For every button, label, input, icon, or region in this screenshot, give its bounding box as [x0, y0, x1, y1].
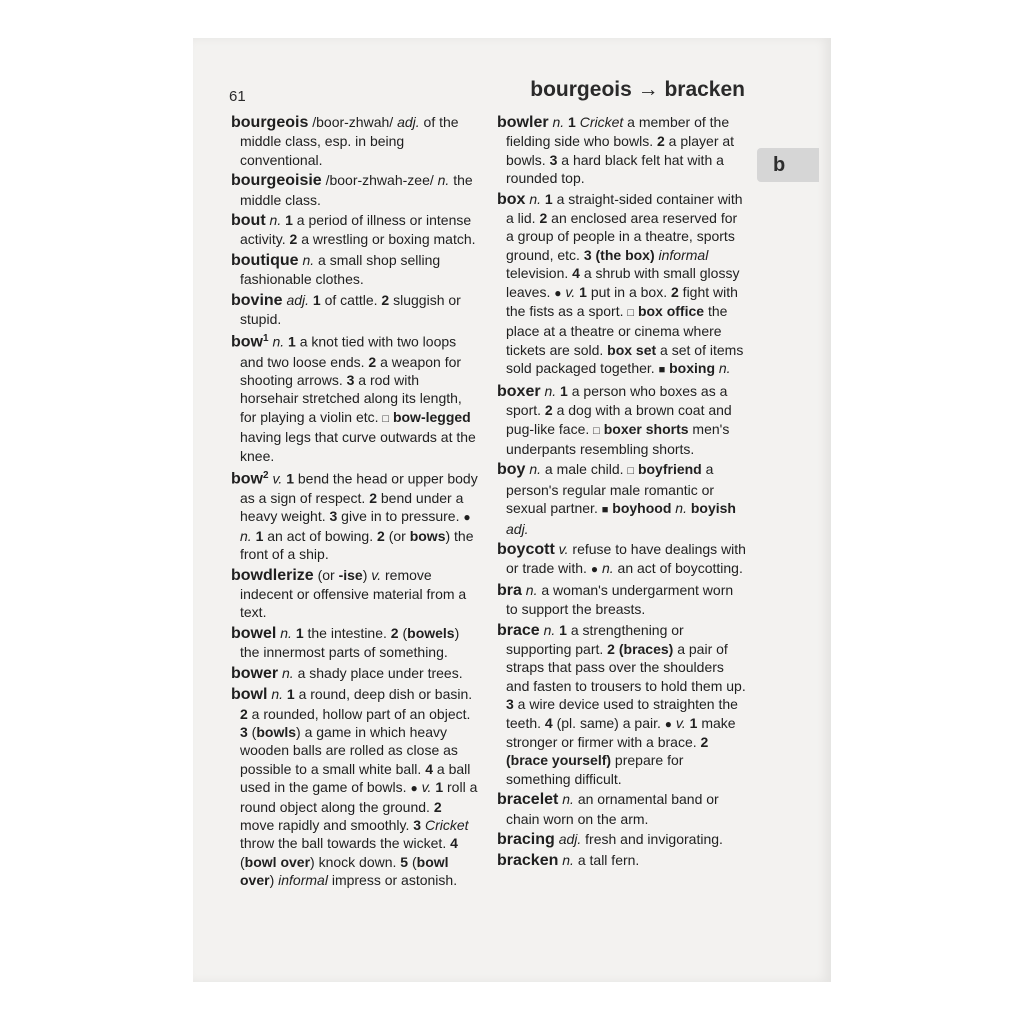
- entry-text: 1: [689, 714, 698, 731]
- dictionary-entry: [231, 291, 479, 329]
- entry-text: television.: [506, 265, 573, 282]
- entry-text: a shrub with small glossy leaves.: [506, 265, 740, 300]
- entry-text: a set of items sold packaged together.: [506, 341, 744, 377]
- headword: bout: [231, 212, 266, 230]
- entry-text: 1: [559, 621, 567, 638]
- entry-text: n.: [529, 461, 542, 478]
- left-column: [231, 113, 479, 892]
- entry-text: Cricket: [579, 114, 624, 130]
- entry-text: 3: [583, 246, 592, 263]
- entry-text: a period of illness or intense activity.: [240, 212, 472, 248]
- entry-text: 2: [700, 734, 709, 750]
- entry-text: 1: [560, 382, 568, 399]
- entry-text: n.: [543, 621, 556, 638]
- entry-text: 2: [433, 798, 442, 815]
- dictionary-entry: [497, 460, 747, 538]
- entry-text: adj.: [558, 831, 582, 848]
- entry-text: bow-legged: [392, 408, 471, 425]
- entry-text: bowls: [256, 723, 297, 740]
- dictionary-entry: [497, 790, 747, 828]
- entry-text: 2: [390, 624, 399, 641]
- entry-text: a male child.: [541, 461, 628, 478]
- dictionary-entry: [497, 621, 747, 789]
- entry-text: 1: [286, 686, 295, 703]
- entry-text: boyfriend: [637, 461, 702, 478]
- entry-text: n.: [271, 686, 284, 703]
- entry-text: 1: [544, 190, 553, 207]
- dictionary-entry: [497, 540, 747, 579]
- entry-text: adj.: [397, 114, 420, 130]
- entry-text: put in a box.: [586, 283, 671, 300]
- entry-text: (pl. same) a pair.: [552, 714, 665, 731]
- entry-text: n.: [280, 624, 292, 641]
- entry-text: fight with the fists as a sport.: [506, 283, 738, 320]
- entry-text: bowl over: [240, 853, 449, 889]
- entry-text: refuse to have dealings with or trade with.: [506, 540, 746, 577]
- entry-text: box office: [637, 303, 705, 320]
- entry-text: n.: [718, 360, 731, 377]
- entry-text: (: [408, 853, 417, 870]
- headword: bourgeoisie: [231, 172, 322, 190]
- entry-text: v.: [272, 470, 283, 487]
- headword: brace: [497, 621, 540, 639]
- square-marker-icon: □: [593, 424, 600, 437]
- entry-text: a person's regular male romantic or sexual partner.: [506, 461, 715, 517]
- entry-text: bend under a heavy weight.: [240, 490, 464, 525]
- entry-text: informal: [658, 246, 709, 263]
- entry-text: n.: [562, 852, 574, 869]
- entry-text: n.: [601, 560, 614, 577]
- dictionary-entry: [231, 113, 479, 169]
- dictionary-entry: [231, 685, 479, 889]
- entry-text: v.: [558, 540, 569, 557]
- entry-text: -ise: [338, 566, 363, 583]
- entry-text: v.: [675, 714, 686, 731]
- dictionary-entry: [231, 171, 479, 209]
- dictionary-entry: [231, 330, 479, 465]
- entry-text: v.: [565, 283, 576, 300]
- entry-text: ): [362, 566, 372, 583]
- entry-text: n.: [562, 791, 574, 808]
- entry-text: move rapidly and smoothly.: [240, 816, 414, 833]
- dictionary-entry: [231, 566, 479, 622]
- entry-text: 1: [579, 283, 587, 300]
- entry-text: a strengthening or supporting part.: [506, 621, 684, 657]
- entry-text: 1: [286, 470, 294, 487]
- headword: boxer: [497, 382, 541, 400]
- dictionary-entry: [497, 830, 747, 849]
- entry-text: a wire device used to straighten the teeth.: [506, 696, 738, 731]
- headword: box: [497, 190, 526, 208]
- entry-text: 2: [544, 402, 553, 419]
- entry-text: ): [269, 872, 279, 889]
- entry-text: n.: [544, 382, 557, 399]
- entry-text: 5: [400, 853, 409, 870]
- entry-text: a woman's undergarment worn to support the breasts.: [506, 581, 734, 618]
- entry-text: bows: [409, 527, 446, 544]
- running-head: bourgeois → bracken: [530, 78, 745, 101]
- entry-text: 3: [346, 371, 355, 388]
- headword: bow: [231, 334, 263, 352]
- dictionary-entry: [231, 251, 479, 289]
- entry-text: prepare for something difficult.: [506, 752, 684, 787]
- entry-text: /boor-zhwah/: [308, 114, 398, 130]
- entry-text: 2: [289, 231, 298, 248]
- entry-text: Cricket: [424, 816, 469, 833]
- entry-text: bend the head or upper body as a sign of respect.: [240, 470, 478, 507]
- entry-text: n.: [525, 581, 538, 598]
- entry-text: 2: [263, 469, 269, 481]
- thumb-index-tab: b: [757, 148, 819, 182]
- entry-text: ) the innermost parts of something.: [240, 624, 460, 661]
- entry-text: 3: [549, 151, 558, 168]
- headword: bowler: [497, 114, 549, 131]
- entry-text: 3: [413, 816, 422, 833]
- headword: bowl: [231, 686, 268, 704]
- entry-text: ) knock down.: [310, 853, 401, 870]
- entry-text: make stronger or firmer with a brace.: [506, 714, 736, 750]
- entry-text: 2: [369, 490, 377, 507]
- entry-text: (: [398, 624, 408, 641]
- entry-text: 2: [656, 133, 665, 150]
- entry-text: a round, deep dish or basin.: [294, 686, 473, 703]
- dictionary-entry: [497, 382, 747, 459]
- entry-text: a rod with horsehair stretched along its length, for playing a violin etc.: [240, 371, 462, 425]
- entry-text: sluggish or stupid.: [240, 291, 461, 328]
- dictionary-entry: [497, 581, 747, 619]
- bullet-icon: ●: [554, 285, 562, 300]
- entry-text: an act of boycotting.: [613, 560, 743, 577]
- entry-text: 1: [285, 212, 293, 229]
- entry-text: ) the front of a ship.: [240, 527, 474, 563]
- entry-text: a small shop selling fashionable clothes.: [240, 251, 441, 288]
- entry-text: a straight-sided container with a lid.: [506, 190, 743, 227]
- headword: bra: [497, 581, 522, 599]
- entry-text: remove indecent or offensive material from a text.: [240, 566, 467, 621]
- entry-text: a rounded, hollow part of an object.: [247, 705, 471, 722]
- entry-text: bowels: [407, 624, 455, 641]
- entry-text: n.: [272, 334, 285, 351]
- bullet-icon: ●: [463, 510, 471, 525]
- entry-text: a knot tied with two loops and two loose ends.: [240, 334, 457, 370]
- entry-text: a pair of straps that pass over the shoulders and fasten to trousers to hold them up.: [506, 640, 746, 694]
- entry-text: 1: [263, 333, 269, 345]
- entry-text: 3: [329, 508, 338, 525]
- entry-text: of the middle class, esp. in being conventional.: [240, 114, 459, 168]
- entry-text: n.: [437, 172, 450, 189]
- entry-text: 3: [240, 723, 248, 740]
- entry-text: box set: [607, 341, 657, 358]
- entry-text: 1: [295, 624, 304, 641]
- entry-text: n.: [302, 251, 315, 268]
- headword: bracelet: [497, 791, 559, 809]
- entry-text: 1: [288, 334, 296, 351]
- headword: boy: [497, 461, 526, 479]
- entry-text: 1: [255, 527, 264, 544]
- headword: bowel: [231, 624, 277, 642]
- entry-text: n.: [552, 114, 565, 130]
- headword: boycott: [497, 540, 555, 558]
- entry-text: 2: [607, 640, 615, 657]
- headword: bracken: [497, 852, 559, 870]
- entry-text: give in to pressure.: [337, 508, 464, 525]
- entry-text: v.: [421, 779, 432, 796]
- entry-text: 2: [368, 353, 377, 370]
- entry-text: 1: [312, 291, 321, 308]
- entry-text: 4: [544, 714, 553, 731]
- square-marker-icon: □: [627, 307, 635, 320]
- entry-text: impress or astonish.: [327, 872, 458, 889]
- entry-text: (the box): [595, 246, 655, 263]
- entry-text: an ornamental band or chain worn on the arm.: [506, 791, 719, 827]
- entry-text: n.: [675, 500, 687, 517]
- entry-text: 2: [671, 283, 679, 300]
- entry-text: an act of bowing.: [263, 527, 378, 544]
- entry-text: men's underpants resembling shorts.: [506, 420, 730, 457]
- entry-text: throw the ball towards the wicket.: [240, 835, 451, 852]
- entry-text: fresh and invigorating.: [581, 831, 723, 848]
- headword: bower: [231, 664, 279, 682]
- entry-text: 4: [425, 760, 433, 777]
- entry-text: (or: [384, 527, 410, 544]
- dictionary-entry: [497, 190, 747, 380]
- bullet-icon: ●: [664, 716, 673, 731]
- dictionary-page: [193, 38, 831, 982]
- entry-text: 2: [381, 291, 390, 308]
- entry-text: (or: [313, 566, 339, 583]
- entry-text: boxing: [669, 360, 715, 377]
- entry-text: a tall fern.: [573, 852, 640, 869]
- entry-text: ) a game in which heavy wooden balls are rolled as close as possible to a small white ball.: [240, 723, 458, 777]
- bullet-icon: ●: [590, 562, 599, 577]
- entry-text: the place at a theatre or cinema where tickets are sold.: [506, 303, 728, 358]
- entry-text: boxer shorts: [603, 420, 689, 437]
- dictionary-entry: [497, 113, 747, 188]
- entry-text: n.: [240, 527, 252, 544]
- entry-text: a ball used in the game of bowls.: [240, 760, 471, 796]
- entry-text: n.: [269, 212, 282, 229]
- entry-text: a dog with a brown coat and pug-like face.: [506, 402, 732, 437]
- square-marker-icon: ■: [601, 504, 609, 517]
- entry-text: boyish: [690, 500, 736, 517]
- entry-text: boyhood: [612, 500, 672, 517]
- entry-text: adj.: [286, 291, 310, 308]
- headword: bowdlerize: [231, 566, 314, 584]
- entry-text: informal: [278, 872, 328, 889]
- entry-text: (: [240, 853, 245, 870]
- page-number: 61: [229, 88, 246, 105]
- right-column: [497, 113, 747, 873]
- entry-text: (: [247, 723, 257, 740]
- bullet-icon: ●: [410, 781, 418, 796]
- entry-text: a wrestling or boxing match.: [297, 231, 476, 248]
- entry-text: n.: [529, 190, 542, 207]
- entry-text: a shady place under trees.: [293, 664, 463, 681]
- headword: boutique: [231, 251, 299, 269]
- entry-text: a weapon for shooting arrows.: [240, 353, 462, 388]
- headword: bow: [231, 470, 263, 488]
- entry-text: 4: [572, 265, 580, 282]
- entry-text: n.: [282, 664, 294, 681]
- entry-text: the intestine.: [303, 624, 391, 641]
- headword: bovine: [231, 291, 283, 309]
- headword: bourgeois: [231, 114, 309, 131]
- entry-text: roll a round object along the ground.: [240, 779, 478, 815]
- dictionary-entry: [231, 467, 479, 564]
- entry-text: /boor-zhwah-zee/: [321, 172, 438, 189]
- dictionary-entry: [497, 851, 747, 870]
- entry-text: 2: [539, 210, 548, 227]
- entry-text: adj.: [506, 520, 529, 537]
- entry-text: (braces): [618, 640, 674, 657]
- entry-text: 1: [568, 114, 576, 130]
- entry-text: a person who boxes as a sport.: [506, 382, 728, 419]
- entry-text: a hard black felt hat with a rounded top.: [506, 151, 724, 187]
- dictionary-entry: [231, 624, 479, 662]
- entry-text: having legs that curve outwards at the knee.: [240, 429, 476, 464]
- entry-text: 4: [450, 835, 458, 852]
- entry-text: of cattle.: [320, 291, 382, 308]
- entry-text: 1: [435, 779, 444, 796]
- entry-text: bowl over: [244, 853, 311, 870]
- square-marker-icon: □: [382, 412, 390, 425]
- square-marker-icon: ■: [658, 364, 666, 377]
- entry-text: 3: [506, 696, 514, 713]
- headword: bracing: [497, 831, 555, 849]
- dictionary-entry: [231, 211, 479, 249]
- entry-text: v.: [371, 566, 382, 583]
- entry-text: an enclosed area reserved for a group of people in a theatre, sports ground, etc.: [506, 210, 738, 263]
- entry-text: the middle class.: [240, 172, 473, 208]
- entry-text: 2: [377, 527, 385, 544]
- entry-text: a member of the fielding side who bowls.: [506, 114, 730, 150]
- square-marker-icon: □: [627, 465, 635, 478]
- entry-text: a player at bowls.: [506, 133, 735, 168]
- entry-text: (brace yourself): [506, 752, 612, 769]
- dictionary-entry: [231, 664, 479, 683]
- entry-text: 2: [240, 705, 248, 722]
